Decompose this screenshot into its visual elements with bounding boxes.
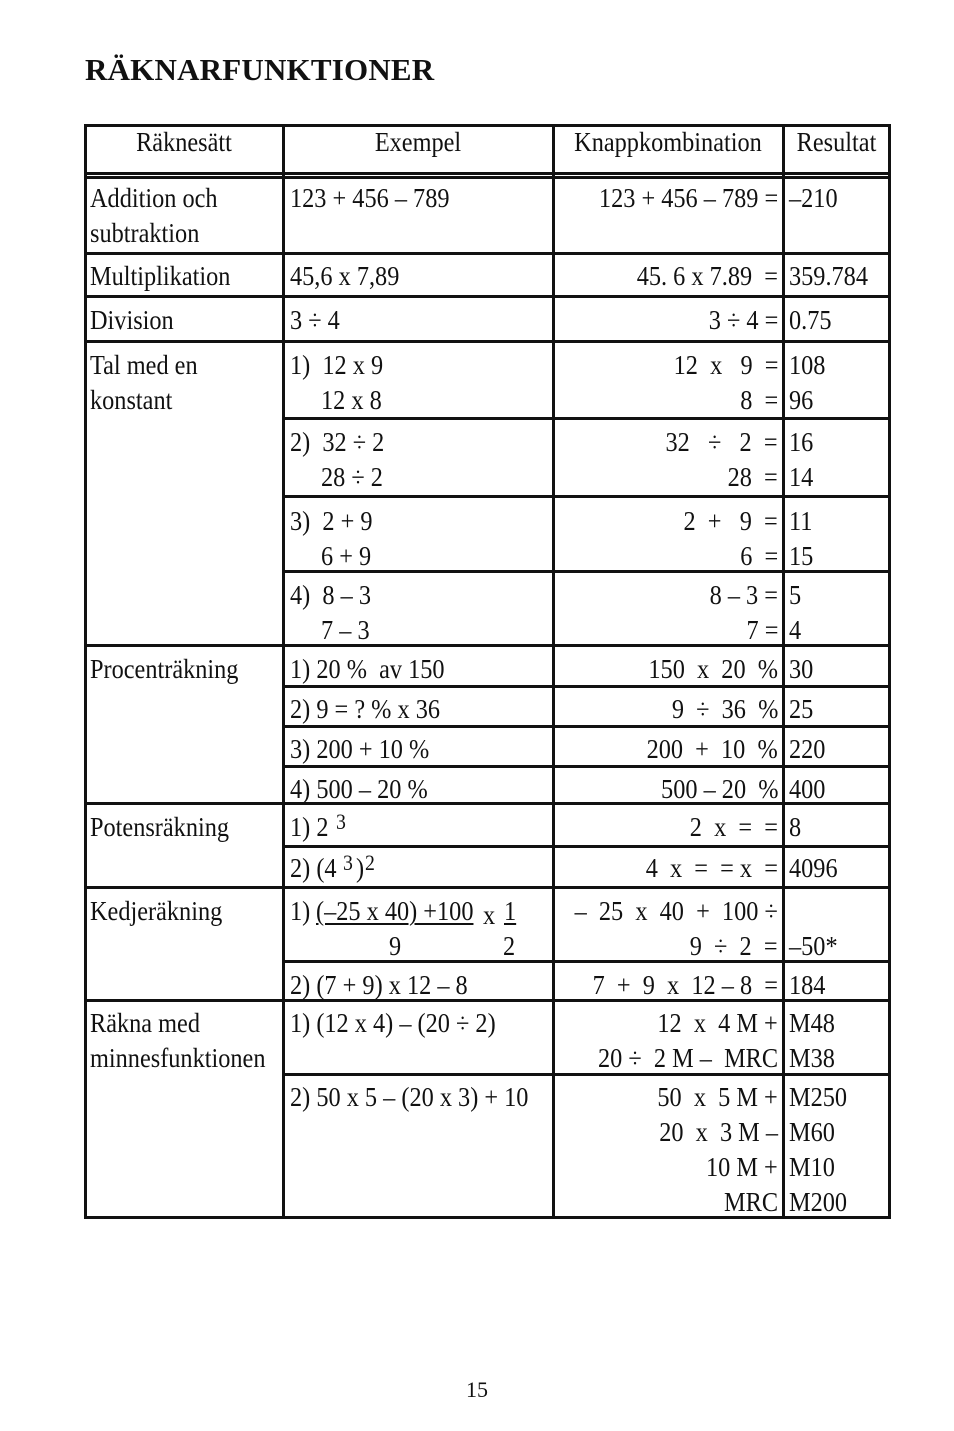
page-number: 15 [466,1377,488,1402]
header-method: Räknesätt [136,127,232,157]
result-value: 15 [789,541,814,571]
table-rule [782,124,785,1219]
fraction-numerator: (–25 x 40) +100 [316,896,474,926]
example-cell: 1) 12 x 9 [290,350,384,380]
table-rule [84,886,891,889]
example-cell: 7 – 3 [321,615,370,645]
table-rule [284,495,891,498]
key-combination: 28 = [727,462,778,492]
category-label: Addition och [90,183,218,213]
result-value: 14 [789,462,814,492]
table-rule [84,124,87,1219]
key-combination: 7 + 9 x 12 – 8 = [592,970,778,1000]
result-value: 11 [789,506,813,536]
key-combination: 2 x = = [689,812,778,842]
category-label: Division [90,305,174,335]
key-combination: 20 ÷ 2 M – MRC [597,1043,778,1073]
result-value: M48 [789,1008,835,1038]
category-label: subtraktion [90,218,200,248]
key-combination: 9 ÷ 2 = [690,931,778,961]
key-combination: 10 M + [706,1152,778,1182]
example-cell: 2) (7 + 9) x 12 – 8 [290,970,468,1000]
key-combination: 123 + 456 – 789 = [598,183,778,213]
example-cell: 3) 200 + 10 % [290,734,430,764]
header-result: Resultat [796,127,877,157]
result-value: M10 [789,1152,835,1182]
key-combination: 12 x 4 M + [657,1008,778,1038]
example-cell: 1) [290,896,311,926]
header-keys: Knappkombination [574,127,762,157]
table-rule [84,295,891,298]
category-label: Kedjeräkning [90,896,223,926]
example-cell: 2) 9 = ? % x 36 [290,694,441,724]
result-value: 25 [789,694,814,724]
key-combination: MRC [723,1187,778,1217]
result-value: 8 [789,812,802,842]
table-rule [284,845,891,848]
result-value: 0.75 [789,305,832,335]
table-rule [888,124,891,1219]
example-cell: 1) (12 x 4) – (20 ÷ 2) [290,1008,496,1038]
key-combination: 2 + 9 = [683,506,778,536]
key-combination: 3 ÷ 4 = [708,305,778,335]
category-label: Räkna med [90,1008,200,1038]
key-combination: – 25 x 40 + 100 ÷ [574,896,778,926]
example-cell: 3) 2 + 9 [290,506,373,536]
exponent: 2 [365,850,375,875]
key-combination: 32 ÷ 2 = [665,427,778,457]
result-value: 5 [789,580,802,610]
result-value: 220 [789,734,826,764]
key-combination: 50 x 5 M + [657,1082,778,1112]
exponent: 3 [336,809,346,834]
key-combination: 7 = [746,615,778,645]
key-combination: 200 + 10 % [646,734,778,764]
result-value: M250 [789,1082,848,1112]
example-cell: 28 ÷ 2 [321,462,383,492]
result-value: –210 [789,183,838,213]
result-value: 108 [789,350,826,380]
example-cell: 2) 50 x 5 – (20 x 3) + 10 [290,1082,529,1112]
fraction-numerator: 1 [504,896,517,926]
result-value: 96 [789,385,814,415]
result-value: M38 [789,1043,835,1073]
example-cell: 4) 8 – 3 [290,580,371,610]
example-cell: 4) 500 – 20 % [290,774,428,804]
key-combination: 20 x 3 M – [659,1117,778,1147]
result-value: 184 [789,970,826,1000]
table-rule [84,176,891,179]
example-cell: 2) 32 ÷ 2 [290,427,385,457]
result-value: M200 [789,1187,848,1217]
category-label: konstant [90,385,173,415]
key-combination: 8 = [739,385,778,415]
category-label: Multiplikation [90,261,231,291]
result-value: 359.784 [789,261,868,291]
example-cell: 1) 20 % av 150 [290,654,445,684]
result-value: 30 [789,654,814,684]
table-rule [84,252,891,255]
example-cell: x [483,900,496,930]
key-combination: 9 ÷ 36 % [671,694,778,724]
category-label: Procenträkning [90,654,239,684]
result-value: 400 [789,774,826,804]
example-cell: 3 ÷ 4 [290,305,340,335]
example-cell: 12 x 8 [321,385,382,415]
result-value: –50* [789,931,838,961]
result-value: 4096 [789,853,838,883]
category-label: Tal med en [90,350,198,380]
key-combination: 500 – 20 % [660,774,778,804]
table-rule [282,124,285,1219]
fraction-denominator: 2 [503,931,516,961]
key-combination: 4 x = = x = [645,853,778,883]
table-rule [84,340,891,343]
key-combination: 6 = [739,541,778,571]
fraction-denominator: 9 [389,931,402,961]
table-rule [552,124,555,1219]
category-label: Potensräkning [90,812,230,842]
key-combination: 12 x 9 = [673,350,778,380]
header-example: Exempel [374,127,462,157]
example-cell: 6 + 9 [321,541,372,571]
exponent: 3 [343,850,353,875]
table-rule [84,172,891,175]
result-value: 16 [789,427,814,457]
page-title: RÄKNARFUNKTIONER [85,52,435,87]
key-combination: 8 – 3 = [709,580,778,610]
key-combination: 150 x 20 % [648,654,778,684]
result-value: M60 [789,1117,835,1147]
category-label: minnesfunktionen [90,1043,266,1073]
example-cell: 2) (4 [290,853,337,883]
key-combination: 45. 6 x 7.89 = [636,261,778,291]
result-value: 4 [789,615,802,645]
example-cell: 123 + 456 – 789 [290,183,450,213]
example-cell: 45,6 x 7,89 [290,261,400,291]
example-cell: ) [356,853,365,883]
example-cell: 1) 2 [290,812,329,842]
